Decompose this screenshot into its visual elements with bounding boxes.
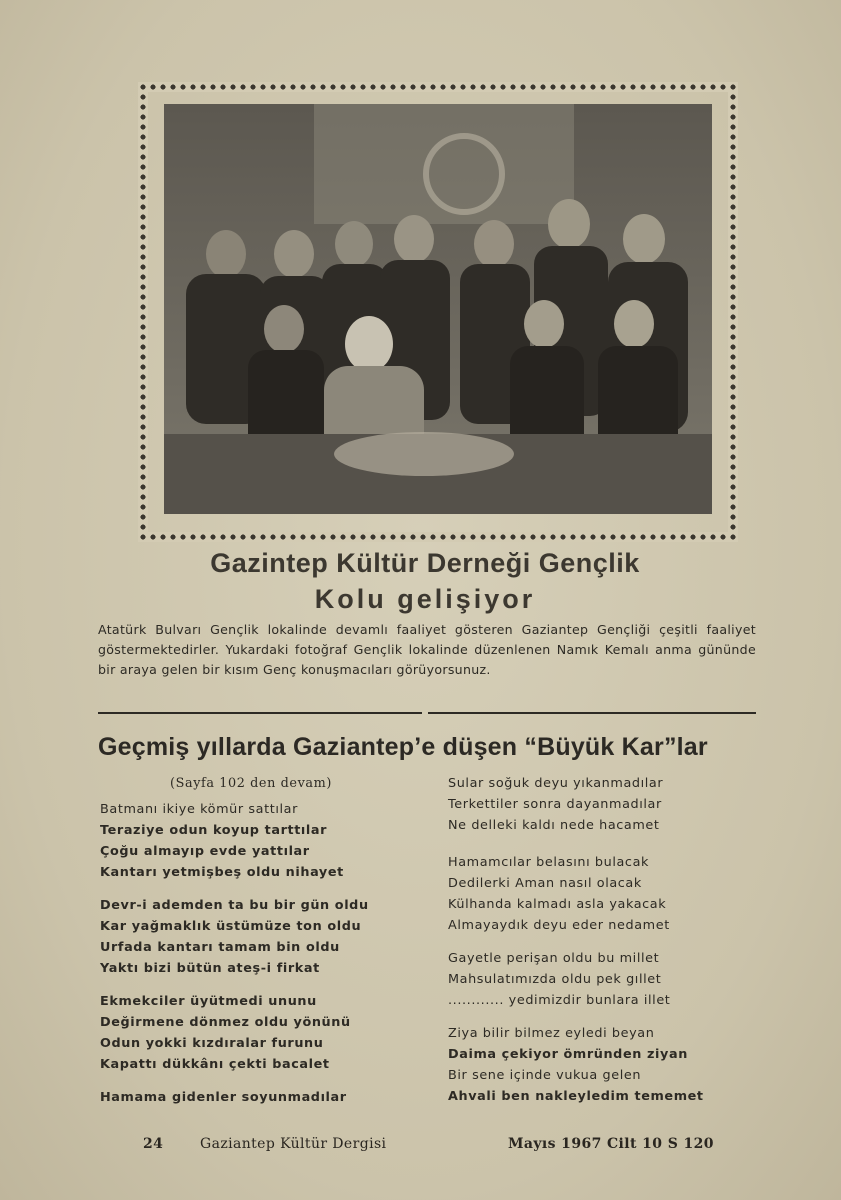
frame-border-top (138, 82, 738, 92)
stanza (100, 800, 430, 884)
stanza (448, 1024, 778, 1108)
poem-line: Batmanı ikiye kömür sattılar (100, 802, 298, 817)
poem-line: Ahvali ben nakleyledim tememet (448, 1089, 704, 1104)
poem-line: Kapattı dükkânı çekti bacalet (100, 1057, 330, 1072)
headline-line2: Kolu gelişiyor (314, 584, 536, 614)
divider-right (428, 712, 756, 714)
poem-line: Külhanda kalmadı asla yakacak (448, 897, 667, 912)
frame-border-right (728, 82, 738, 542)
headline-line1: Gazintep Kültür Derneği Gençlik (210, 548, 640, 578)
poem-line: Sular soğuk deyu yıkanmadılar (448, 776, 664, 791)
poem-column-left (100, 774, 430, 1121)
poem-line: ............ yedimizdir bunlara illet (448, 993, 671, 1008)
poem-line: Hamama gidenler soyunmadılar (100, 1090, 347, 1105)
poem-line: Teraziye odun koyup tarttılar (100, 823, 328, 838)
stanza (448, 949, 778, 1012)
page-number: 24 (143, 1136, 164, 1152)
continuation-note: (Sayfa 102 den devam) (170, 776, 332, 791)
poem-line: Urfada kantarı tamam bin oldu (100, 940, 340, 955)
divider-left (98, 712, 422, 714)
stanza (448, 853, 778, 937)
photo-caption: Atatürk Bulvarı Gençlik lokalinde devamlı faaliyet gösteren Gaziantep Gençliği çeşitli faaliyet göstermektedirler. Yukardaki fotoğraf Gençlik lokalinde düzenlenen Namık Kemalı anma gününde bir araya gelen bir kısım Genç konuşmacıları görüyorsunuz. (98, 622, 756, 677)
poem-line: Dedilerki Aman nasıl olacak (448, 876, 642, 891)
poem-line: Kar yağmaklık üstümüze ton oldu (100, 919, 362, 934)
poem-line: Odun yokki kızdıralar furunu (100, 1036, 324, 1051)
stanza (100, 1088, 430, 1109)
poem-line: Hamamcılar belasını bulacak (448, 855, 650, 870)
frame-border-bottom (138, 532, 738, 542)
poem-line: Bir sene içinde vukua gelen (448, 1068, 642, 1083)
poem-line: Çoğu almayıp evde yattılar (100, 844, 310, 859)
issue-info: Mayıs 1967 Cilt 10 S 120 (508, 1136, 714, 1152)
poem-line: Almayaydık deyu eder nedamet (448, 918, 670, 933)
poem-column-right (448, 774, 778, 1120)
stanza (448, 774, 778, 837)
poem-line: Mahsulatımızda oldu pek gıllet (448, 972, 662, 987)
poem-line: Ne delleki kaldı nede hacamet (448, 818, 660, 833)
poem-line: Yaktı bizi bütün ateş-i firkat (100, 961, 320, 976)
poem-line: Ekmekciler üyütmedi ununu (100, 994, 317, 1009)
article-title: Geçmiş yıllarda Gaziantep’e düşen “Büyük Kar”lar (98, 733, 708, 761)
poem-line: Gayetle perişan oldu bu millet (448, 951, 660, 966)
poem-line: Kantarı yetmişbeş oldu nihayet (100, 865, 344, 880)
stanza (100, 896, 430, 980)
poem-line: Devr-i ademden ta bu bir gün oldu (100, 898, 369, 913)
poem-line: Daima çekiyor ömründen ziyan (448, 1047, 688, 1062)
stanza (100, 992, 430, 1076)
photo-frame (138, 82, 738, 542)
poem-line: Değirmene dönmez oldu yönünü (100, 1015, 351, 1030)
poem-line: Terkettiler sonra dayanmadılar (448, 797, 662, 812)
group-photo-drawing (164, 104, 712, 514)
magazine-name: Gaziantep Kültür Dergisi (200, 1136, 387, 1152)
poem-line: Ziya bilir bilmez eyledi beyan (448, 1026, 655, 1041)
frame-border-left (138, 82, 148, 542)
group-photo (164, 104, 712, 514)
